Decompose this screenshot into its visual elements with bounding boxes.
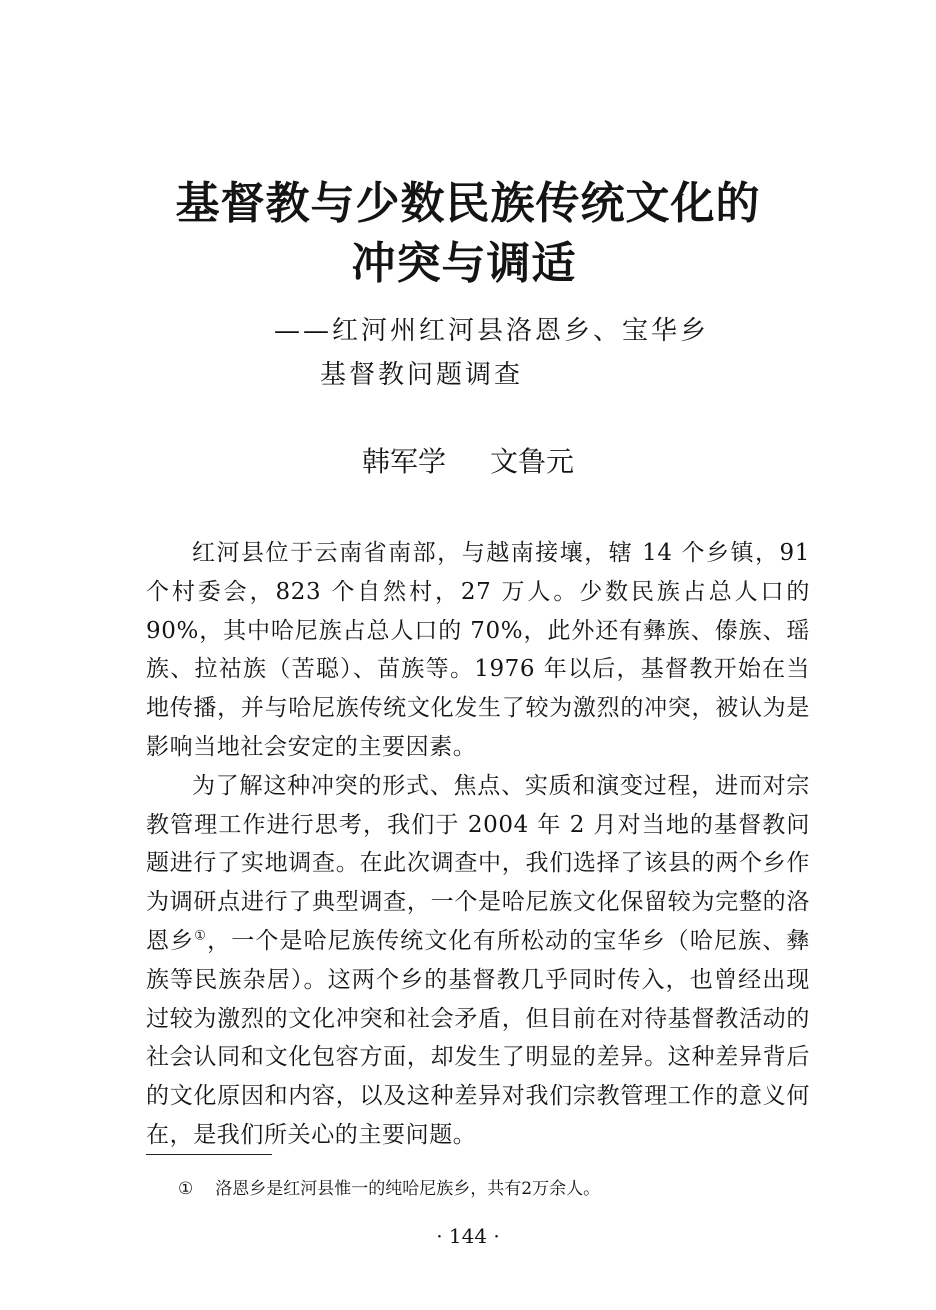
body-text-segment: 为了解这种冲突的形式、焦点、实质和演变过程，进而对宗教管理工作进行思考，我们于 2004 年 2 月对当地的基督教问题进行了实地调查。在此次调查中，我们选择了该县的两个乡作为调研点进行了典型调查，一个是哈尼族文化保留较为完整的洛恩乡 [146, 772, 810, 954]
article-subtitle-line-1: ——红河州红河县洛恩乡、宝华乡 [274, 316, 710, 346]
article-title-line-1: 基督教与少数民族传统文化的 [175, 178, 761, 229]
author-name: 文鲁元 [490, 445, 575, 478]
footnote-divider [146, 1154, 272, 1155]
article-subtitle-line-2: 基督教问题调查 [320, 360, 524, 390]
author-name: 韩军学 [361, 445, 446, 478]
footnote-marker: ① [178, 1179, 194, 1199]
footnote [178, 1176, 600, 1202]
body-text-segment: ，一个是哈尼族传统文化有所松动的宝华乡（哈尼族、彝族等民族杂居）。这两个乡的基督教几乎同时传入，也曾经出现过较为激烈的文化冲突和社会矛盾，但目前在对待基督教活动的社会认同和文化包容方面，却发生了明显的差异。这种差异背后的文化原因和内容，以及这种差异对我们宗教管理工作的意义何在，是我们所关心的主要问题。 [146, 927, 810, 1148]
page-number: · 144 · [436, 1224, 500, 1248]
body-paragraph [146, 767, 810, 1155]
body-paragraph: 红河县位于云南省南部，与越南接壤，辖 14 个乡镇，91 个村委会，823 个自然村，27 万人。少数民族占总人口的 90%，其中哈尼族占总人口的 70%，此外还有彝族、傣族、瑶族、拉祜族（苦聪）、苗族等。1976 年以后，基督教开始在当地传播，并与哈尼族传统文化发生了较为激烈的冲突，被认为是影响当地社会安定的主要因素。 [146, 540, 810, 760]
author-line [0, 444, 936, 480]
article-title-line-2: 冲突与调适 [351, 238, 577, 289]
footnote-text: 洛恩乡是红河县惟一的纯哈尼族乡，共有2万余人。 [215, 1179, 601, 1199]
article-body [146, 534, 810, 1155]
footnote-reference[interactable]: ① [194, 928, 208, 944]
